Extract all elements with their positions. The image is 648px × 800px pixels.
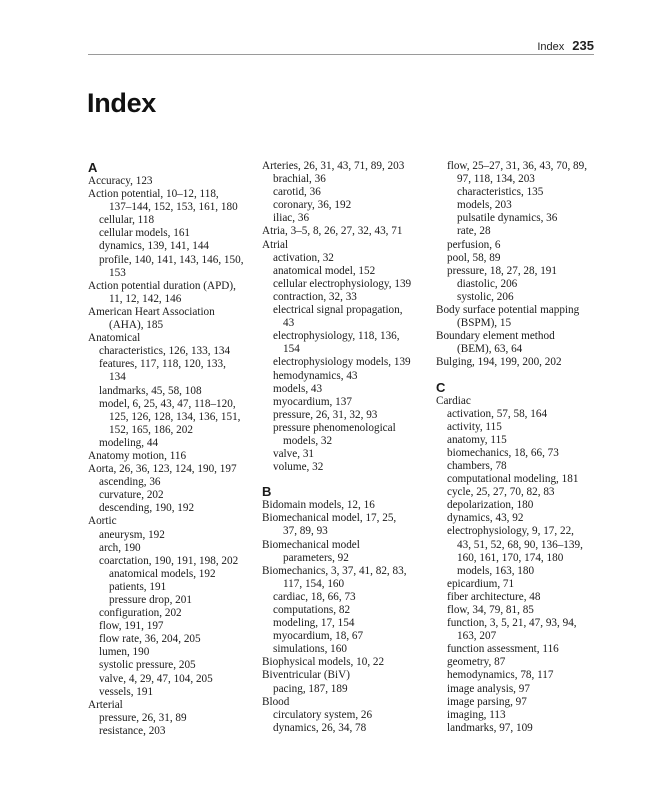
section-letter: C xyxy=(436,379,446,395)
index-subentry: ascending, 36 xyxy=(99,476,161,489)
index-column-2 xyxy=(262,160,434,735)
index-subentry: resistance, 203 xyxy=(99,724,166,737)
index-subentry: electrophysiology, 118, 136, xyxy=(273,330,400,343)
index-subentry: biomechanics, 18, 66, 73 xyxy=(447,446,559,459)
index-subentry: 43 xyxy=(283,317,295,330)
index-subentry: function, 3, 5, 21, 47, 93, 94, xyxy=(447,617,577,630)
index-entry: Atria, 3–5, 8, 26, 27, 32, 43, 71 xyxy=(262,225,403,238)
index-subentry: chambers, 78 xyxy=(447,459,507,472)
index-subentry: models, 163, 180 xyxy=(457,564,535,577)
index-subentry: electrophysiology, 9, 17, 22, xyxy=(447,525,574,538)
index-subentry: anatomical model, 152 xyxy=(273,264,376,277)
index-subentry: circulatory system, 26 xyxy=(273,708,373,721)
index-subentry: hemodynamics, 78, 117 xyxy=(447,669,554,682)
index-subentry: 43, 51, 52, 68, 90, 136–139, xyxy=(457,538,583,551)
index-subentry: 137–144, 152, 153, 161, 180 xyxy=(109,201,238,214)
index-entry: Cardiac xyxy=(436,394,471,407)
running-head xyxy=(537,38,594,53)
running-head-label: Index xyxy=(537,41,565,53)
index-subentry: 125, 126, 128, 134, 136, 151, xyxy=(109,410,241,423)
index-subentry: cycle, 25, 27, 70, 82, 83 xyxy=(447,486,555,499)
index-subentry: myocardium, 18, 67 xyxy=(273,630,364,643)
index-subentry: 163, 207 xyxy=(457,630,497,643)
index-subentry: configuration, 202 xyxy=(99,607,182,620)
index-subentry: dynamics, 139, 141, 144 xyxy=(99,240,210,253)
index-column-3 xyxy=(436,160,596,735)
index-entry: Bulging, 194, 199, 200, 202 xyxy=(436,356,562,369)
index-subentry: pressure, 18, 27, 28, 191 xyxy=(447,264,557,277)
section-letter: B xyxy=(262,484,272,500)
index-entry: Arterial xyxy=(88,698,123,711)
index-subentry: vessels, 191 xyxy=(99,685,154,698)
index-subentry: flow rate, 36, 204, 205 xyxy=(99,633,201,646)
index-subentry: landmarks, 97, 109 xyxy=(447,721,533,734)
index-subentry: geometry, 87 xyxy=(447,656,506,669)
index-subentry: pressure phenomenological xyxy=(273,421,396,434)
index-entry: Biomechanical model, 17, 25, xyxy=(262,512,397,525)
index-entry: Biomechanics, 3, 37, 41, 82, 83, xyxy=(262,564,407,577)
index-subentry: 97, 118, 134, 203 xyxy=(457,173,535,186)
index-subentry: simulations, 160 xyxy=(273,643,347,656)
index-entry: Anatomy motion, 116 xyxy=(88,449,187,462)
index-subentry: characteristics, 135 xyxy=(457,186,544,199)
index-subentry: iliac, 36 xyxy=(273,212,310,225)
index-subentry: function assessment, 116 xyxy=(447,643,559,656)
index-entry: Boundary element method xyxy=(436,330,555,343)
index-column-1 xyxy=(88,160,256,738)
page-number: 235 xyxy=(572,38,594,53)
index-subentry: imaging, 113 xyxy=(447,708,506,721)
index-subentry: flow, 25–27, 31, 36, 43, 70, 89, xyxy=(447,160,588,172)
section-spacer xyxy=(262,474,434,484)
index-subentry: myocardium, 137 xyxy=(273,395,352,408)
index-subentry: profile, 140, 141, 143, 146, 150, xyxy=(99,253,244,266)
index-subentry: lumen, 190 xyxy=(99,646,150,659)
index-subentry: image analysis, 97 xyxy=(447,682,530,695)
index-entry: Action potential duration (APD), xyxy=(88,279,236,292)
index-subentry: flow, 34, 79, 81, 85 xyxy=(447,604,534,616)
index-subentry: hemodynamics, 43 xyxy=(273,369,358,382)
index-entry: Blood xyxy=(262,695,290,708)
index-subentry: computational modeling, 181 xyxy=(447,473,579,486)
index-subentry: aneurysm, 192 xyxy=(99,528,165,541)
index-subentry: cellular electrophysiology, 139 xyxy=(273,277,412,290)
index-subentry: arch, 190 xyxy=(99,541,141,554)
section-letter: A xyxy=(88,160,98,175)
index-subentry: activation, 57, 58, 164 xyxy=(447,407,548,420)
index-entry: Biventricular (BiV) xyxy=(262,669,350,682)
index-entry: Accuracy, 123 xyxy=(88,175,153,187)
index-subentry: carotid, 36 xyxy=(273,186,321,199)
index-subentry: computations, 82 xyxy=(273,604,351,616)
index-subentry: pacing, 187, 189 xyxy=(273,682,348,695)
index-subentry: pool, 58, 89 xyxy=(447,251,501,264)
index-subentry: 153 xyxy=(109,266,126,279)
index-subentry: 117, 154, 160 xyxy=(283,577,345,590)
index-subentry: perfusion, 6 xyxy=(447,238,501,251)
index-subentry: 154 xyxy=(283,343,300,356)
index-subentry: landmarks, 45, 58, 108 xyxy=(99,384,202,397)
index-subentry: (BSPM), 15 xyxy=(457,317,512,330)
index-subentry: curvature, 202 xyxy=(99,489,164,502)
index-subentry: rate, 28 xyxy=(457,225,491,238)
index-subentry: 11, 12, 142, 146 xyxy=(109,292,182,305)
index-entry: Body surface potential mapping xyxy=(436,304,580,317)
index-subentry: valve, 4, 29, 47, 104, 205 xyxy=(99,672,213,685)
index-subentry: parameters, 92 xyxy=(283,551,349,564)
index-entry: Biomechanical model xyxy=(262,538,360,551)
index-subentry: modeling, 17, 154 xyxy=(273,617,355,630)
index-entry: Action potential, 10–12, 118, xyxy=(88,188,219,201)
index-subentry: pressure, 26, 31, 32, 93 xyxy=(273,408,378,421)
index-subentry: modeling, 44 xyxy=(99,436,159,449)
index-subentry: flow, 191, 197 xyxy=(99,620,164,633)
index-subentry: systolic, 206 xyxy=(457,290,514,303)
index-subentry: characteristics, 126, 133, 134 xyxy=(99,345,231,358)
index-subentry: 37, 89, 93 xyxy=(283,525,328,538)
header-rule xyxy=(88,54,594,55)
index-subentry: fiber architecture, 48 xyxy=(447,590,541,603)
index-subentry: pressure drop, 201 xyxy=(109,594,192,606)
page-title: Index xyxy=(87,88,157,118)
index-subentry: pulsatile dynamics, 36 xyxy=(457,212,558,225)
index-subentry: contraction, 32, 33 xyxy=(273,290,357,303)
index-subentry: models, 32 xyxy=(283,434,333,447)
index-subentry: activity, 115 xyxy=(447,420,502,433)
index-entry: Aortic xyxy=(88,515,117,528)
index-entry: Arteries, 26, 31, 43, 71, 89, 203 xyxy=(262,160,405,172)
index-subentry: electrophysiology models, 139 xyxy=(273,356,411,369)
index-subentry: coarctation, 190, 191, 198, 202 xyxy=(99,554,239,567)
index-subentry: electrical signal propagation, xyxy=(273,304,403,317)
index-subentry: features, 117, 118, 120, 133, xyxy=(99,358,226,371)
index-entry: Bidomain models, 12, 16 xyxy=(262,499,375,512)
index-subentry: cellular models, 161 xyxy=(99,227,191,240)
index-subentry: model, 6, 25, 43, 47, 118–120, xyxy=(99,397,236,410)
index-subentry: depolarization, 180 xyxy=(447,499,534,512)
section-spacer xyxy=(436,370,596,380)
index-entry: American Heart Association xyxy=(88,305,215,318)
index-subentry: activation, 32 xyxy=(273,251,334,264)
index-subentry: 152, 165, 186, 202 xyxy=(109,423,193,436)
index-subentry: volume, 32 xyxy=(273,461,324,474)
index-subentry: dynamics, 26, 34, 78 xyxy=(273,721,367,734)
index-entry: Biophysical models, 10, 22 xyxy=(262,656,385,669)
index-subentry: patients, 191 xyxy=(109,580,167,593)
index-subentry: diastolic, 206 xyxy=(457,277,518,290)
index-entry: Atrial xyxy=(262,238,289,251)
index-subentry: models, 203 xyxy=(457,199,512,212)
index-subentry: (BEM), 63, 64 xyxy=(457,343,523,356)
index-subentry: 134 xyxy=(109,371,126,384)
index-entry: Aorta, 26, 36, 123, 124, 190, 197 xyxy=(88,463,237,476)
index-subentry: image parsing, 97 xyxy=(447,695,527,708)
index-subentry: anatomical models, 192 xyxy=(109,567,216,580)
index-subentry: pressure, 26, 31, 89 xyxy=(99,711,187,724)
index-subentry: dynamics, 43, 92 xyxy=(447,512,524,525)
index-subentry: cardiac, 18, 66, 73 xyxy=(273,590,356,603)
index-entry: Anatomical xyxy=(88,332,141,345)
index-subentry: brachial, 36 xyxy=(273,173,326,186)
index-subentry: coronary, 36, 192 xyxy=(273,199,352,212)
index-subentry: systolic pressure, 205 xyxy=(99,659,196,672)
index-subentry: anatomy, 115 xyxy=(447,433,507,446)
index-subentry: descending, 190, 192 xyxy=(99,502,195,515)
index-subentry: 160, 161, 170, 174, 180 xyxy=(457,551,564,564)
index-subentry: epicardium, 71 xyxy=(447,577,515,590)
index-subentry: models, 43 xyxy=(273,382,323,395)
index-subentry: (AHA), 185 xyxy=(109,319,164,332)
index-subentry: cellular, 118 xyxy=(99,214,155,227)
index-subentry: valve, 31 xyxy=(273,448,315,461)
